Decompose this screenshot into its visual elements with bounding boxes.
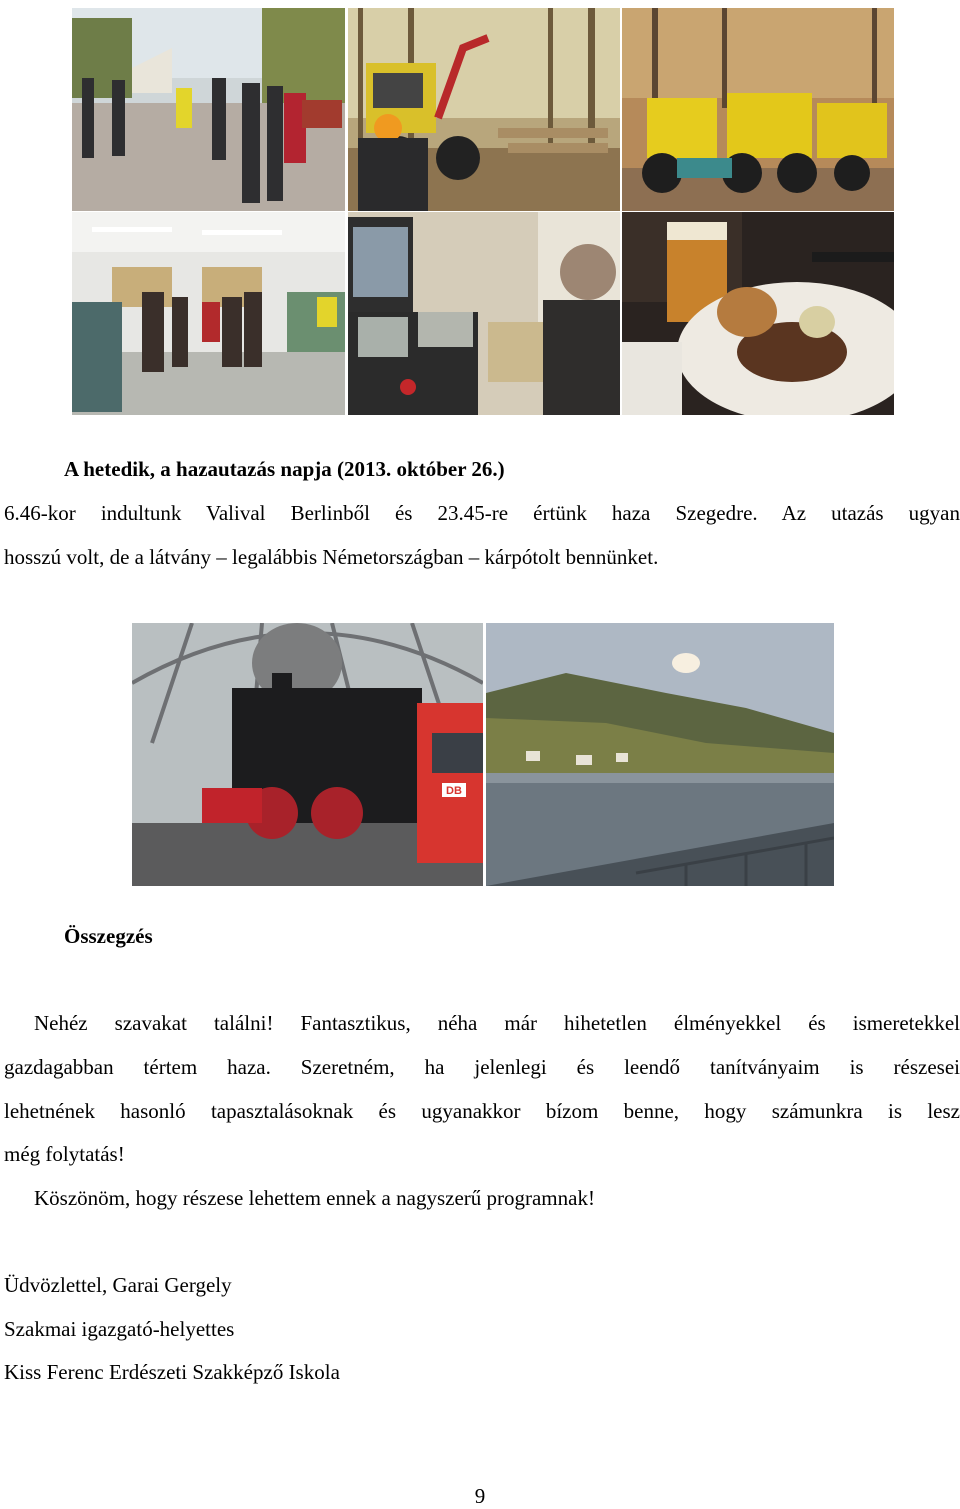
photo-workshop-hall <box>72 212 345 415</box>
signature-role: Szakmai igazgató-helyettes <box>4 1317 235 1341</box>
summary-line-3: lehetnének hasonló tapasztalásoknak és ugyanakkor bízom benne, hogy számunkra is lesz <box>4 1099 960 1123</box>
section-7-title: A hetedik, a hazautazás napja (2013. október 26.) <box>64 457 505 481</box>
section-7-line-1: 6.46-kor indultunk Valival Berlinből és 23.45-re értünk haza Szegedre. Az utazás ugyan <box>4 501 960 525</box>
summary-line-4: még folytatás! <box>4 1142 125 1166</box>
db-logo-badge: DB <box>446 785 462 797</box>
summary-line-1: Nehéz szavakat találni! Fantasztikus, néha már hihetetlen élményekkel és ismeretekkel <box>34 1011 960 1035</box>
photo-group-in-parking-lot <box>72 8 345 211</box>
photo-steam-locomotive-station <box>132 623 483 886</box>
photo-river-valley-view <box>486 623 834 886</box>
photo-simulator-operator <box>348 212 620 415</box>
signature-greeting: Üdvözlettel, Garai Gergely <box>4 1273 232 1297</box>
section-7-line-2: hosszú volt, de a látvány – legalábbis Németországban – kárpótolt bennünket. <box>4 545 659 569</box>
summary-line-2: gazdagabban tértem haza. Szeretném, ha jelenlegi és leendő tanítványaim is részesei <box>4 1055 960 1079</box>
summary-thanks: Köszönöm, hogy részese lehettem ennek a nagyszerű programnak! <box>34 1186 595 1210</box>
page-number: 9 <box>474 1484 486 1508</box>
signature-school: Kiss Ferenc Erdészeti Szakképző Iskola <box>4 1360 340 1384</box>
photo-forestry-harvester-in-woods <box>348 8 620 211</box>
photo-dinner-plate-and-beer <box>622 212 894 415</box>
photo-yellow-forwarders-row <box>622 8 894 211</box>
summary-title: Összegzés <box>64 924 153 948</box>
